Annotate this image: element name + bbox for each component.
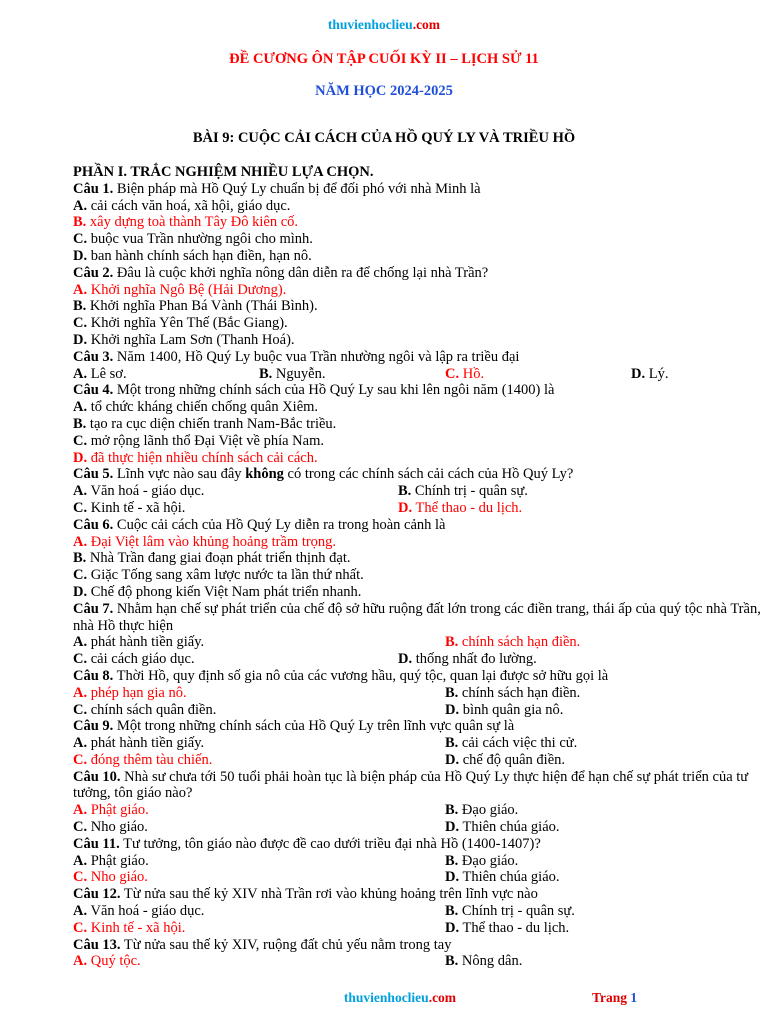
option-12c-correct: C. Kinh tế - xã hội. bbox=[73, 919, 186, 936]
option-10d: D. Thiên chúa giáo. bbox=[445, 819, 560, 836]
question-text: Đâu là cuộc khởi nghĩa nông dân diễn ra để chống lại nhà Trần? bbox=[113, 264, 489, 281]
option-6b: B. Nhà Trần đang giai đoạn phát triển thịnh đạt. bbox=[73, 550, 351, 567]
option-6c: C. Giặc Tống sang xâm lược nước ta lần thứ nhất. bbox=[73, 567, 364, 584]
school-year: NĂM HỌC 2024-2025 bbox=[315, 83, 453, 99]
option-3d: D. Lý. bbox=[631, 365, 669, 382]
option-6d: D. Chế độ phong kiến Việt Nam phát triển nhanh. bbox=[73, 583, 362, 600]
option-3b: B. Nguyễn. bbox=[259, 365, 326, 382]
site-header bbox=[0, 17, 768, 33]
question-9 bbox=[73, 718, 763, 735]
footer-site-tld: .com bbox=[428, 990, 457, 1005]
option-3c-correct: C. Hồ. bbox=[445, 365, 485, 382]
option-9d: D. chế độ quân điền. bbox=[445, 751, 566, 768]
question-4 bbox=[73, 382, 763, 399]
options-row-8ab bbox=[73, 685, 763, 702]
option-2b: B. Khởi nghĩa Phan Bá Vành (Thái Bình). bbox=[73, 298, 318, 315]
option-9b: B. cải cách việc thi cử. bbox=[445, 735, 578, 752]
options-row-11cd bbox=[73, 869, 763, 886]
option-1a: A. cải cách văn hoá, xã hội, giáo dục. bbox=[73, 197, 291, 214]
footer-site-name: thuvienhoclieu bbox=[343, 990, 429, 1005]
option-13b: B. Nông dân. bbox=[445, 953, 523, 970]
question-text: Cuộc cải cách của Hồ Quý Ly diễn ra trong hoàn cảnh là bbox=[113, 516, 446, 533]
question-list bbox=[73, 164, 763, 970]
question-text: Năm 1400, Hồ Quý Ly buộc vua Trần nhường ngôi và lập ra triều đại bbox=[113, 348, 520, 365]
question-1 bbox=[73, 181, 763, 198]
question-text: Tư tưởng, tôn giáo nào được đề cao dưới triều đại nhà Hồ (1400-1407)? bbox=[119, 835, 541, 852]
question-text: Một trong những chính sách của Hồ Quý Ly trên lĩnh vực quân sự là bbox=[113, 718, 515, 735]
options-row-3 bbox=[73, 366, 763, 383]
question-text: Nhằm hạn chế sự phát triển của chế độ sở hữu ruộng đất lớn trong các điền trang, thái ấp của quý tộc nhà Trần, nhà Hồ thực hiện bbox=[73, 600, 761, 634]
option-11d: D. Thiên chúa giáo. bbox=[445, 869, 560, 886]
site-name: thuvienhoclieu bbox=[327, 17, 413, 32]
option-7a: A. phát hành tiền giấy. bbox=[73, 634, 205, 651]
options-row-13ab bbox=[73, 953, 763, 970]
option-2d: D. Khởi nghĩa Lam Sơn (Thanh Hoá). bbox=[73, 331, 295, 348]
options-row-5ab bbox=[73, 483, 763, 500]
footer-site bbox=[0, 990, 768, 1006]
page-label: Trang bbox=[592, 990, 631, 1005]
question-text: Từ nửa sau thế kỷ XIV nhà Trần rơi vào khủng hoảng trên lĩnh vực nào bbox=[120, 886, 538, 903]
question-number: Câu 8. bbox=[73, 667, 114, 684]
options-row-9cd bbox=[73, 752, 763, 769]
option-3a: A. Lê sơ. bbox=[73, 365, 127, 382]
option-5c: C. Kinh tế - xã hội. bbox=[73, 499, 186, 516]
option-5d-correct: D. Thể thao - du lịch. bbox=[398, 499, 523, 516]
option-10c: C. Nho giáo. bbox=[73, 819, 148, 836]
option-2a-correct: A. Khởi nghĩa Ngô Bệ (Hải Dương). bbox=[73, 281, 287, 298]
page-number-value: 1 bbox=[630, 990, 638, 1005]
option-8a-correct: A. phép hạn gia nô. bbox=[73, 684, 187, 701]
option-4d-correct: D. đã thực hiện nhiều chính sách cải cách. bbox=[73, 449, 318, 466]
question-number: Câu 5. bbox=[73, 466, 114, 483]
options-row-7cd bbox=[73, 651, 763, 668]
question-number: Câu 13. bbox=[73, 936, 121, 953]
question-text: Thời Hồ, quy định số gia nô của các vương hầu, quý tộc, quan lại được sở hữu gọi là bbox=[113, 667, 609, 684]
option-2c: C. Khởi nghĩa Yên Thế (Bắc Giang). bbox=[73, 315, 288, 332]
question-text: Một trong những chính sách của Hồ Quý Ly sau khi lên ngôi năm (1400) là bbox=[113, 382, 555, 399]
option-4b: B. tạo ra cục diện chiến tranh Nam-Bắc triều. bbox=[73, 415, 337, 432]
option-1d: D. ban hành chính sách hạn điền, hạn nô. bbox=[73, 247, 312, 264]
emphasis-khong: không bbox=[245, 466, 284, 483]
option-7b-correct: B. chính sách hạn điền. bbox=[445, 634, 581, 651]
option-1b-correct: B. xây dựng toà thành Tây Đô kiên cố. bbox=[73, 214, 299, 231]
option-10a-correct: A. Phật giáo. bbox=[73, 802, 149, 819]
options-row-8cd bbox=[73, 702, 763, 719]
question-2 bbox=[73, 265, 763, 282]
question-5: Câu 5. Lĩnh vực nào sau đây không có trong các chính sách cải cách của Hồ Quý Ly? bbox=[73, 466, 574, 483]
question-number: Câu 9. bbox=[73, 718, 114, 735]
options-row-10ab bbox=[73, 802, 763, 819]
option-11c-correct: C. Nho giáo. bbox=[73, 869, 148, 886]
option-6a-correct: A. Đại Việt lâm vào khủng hoảng trầm trọng. bbox=[73, 533, 337, 550]
question-number: Câu 1. bbox=[73, 180, 114, 197]
lesson-title: BÀI 9: CUỘC CẢI CÁCH CỦA HỒ QUÝ LY VÀ TRIỀU HỒ bbox=[192, 130, 576, 146]
options-row-5cd bbox=[73, 500, 763, 517]
question-10 bbox=[73, 769, 763, 803]
option-5b: B. Chính trị - quân sự. bbox=[398, 483, 528, 500]
option-1c: C. buộc vua Trần nhường ngôi cho mình. bbox=[73, 231, 313, 248]
options-row-12ab bbox=[73, 903, 763, 920]
option-8c: C. chính sách quân điền. bbox=[73, 701, 217, 718]
option-4c: C. mở rộng lãnh thổ Đại Việt về phía Nam. bbox=[73, 432, 324, 449]
site-tld: .com bbox=[412, 17, 441, 32]
option-12b: B. Chính trị - quân sự. bbox=[445, 903, 575, 920]
question-8 bbox=[73, 668, 763, 685]
question-3 bbox=[73, 349, 763, 366]
option-11a: A. Phật giáo. bbox=[73, 852, 149, 869]
page-number bbox=[592, 990, 637, 1006]
question-number: Câu 11. bbox=[73, 835, 120, 852]
question-6 bbox=[73, 517, 763, 534]
question-11 bbox=[73, 836, 763, 853]
question-number: Câu 4. bbox=[73, 382, 114, 399]
options-row-10cd bbox=[73, 819, 763, 836]
option-5a: A. Văn hoá - giáo dục. bbox=[73, 483, 205, 500]
part-title: PHẦN I. TRẮC NGHIỆM NHIỀU LỰA CHỌN. bbox=[73, 164, 374, 180]
option-8d: D. bình quân gia nô. bbox=[445, 701, 564, 718]
option-9a: A. phát hành tiền giấy. bbox=[73, 735, 205, 752]
question-number: Câu 3. bbox=[73, 348, 114, 365]
document-title: ĐỀ CƯƠNG ÔN TẬP CUỐI KỲ II – LỊCH SỬ 11 bbox=[229, 51, 539, 67]
option-7d: D. thống nhất đo lường. bbox=[398, 651, 537, 668]
options-row-9ab bbox=[73, 735, 763, 752]
question-number: Câu 2. bbox=[73, 264, 114, 281]
option-7c: C. cải cách giáo dục. bbox=[73, 651, 195, 668]
option-8b: B. chính sách hạn điền. bbox=[445, 684, 581, 701]
options-row-7ab bbox=[73, 634, 763, 651]
options-row-11ab bbox=[73, 853, 763, 870]
option-12d: D. Thể thao - du lịch. bbox=[445, 919, 570, 936]
option-4a: A. tổ chức kháng chiến chống quân Xiêm. bbox=[73, 399, 319, 416]
question-text: Biện pháp mà Hồ Quý Ly chuẩn bị để đối phó với nhà Minh là bbox=[113, 180, 481, 197]
option-13a-correct: A. Quý tộc. bbox=[73, 953, 141, 970]
question-text: Từ nửa sau thế kỷ XIV, ruộng đất chủ yếu nằm trong tay bbox=[120, 936, 452, 953]
question-number: Câu 10. bbox=[73, 768, 121, 785]
question-12 bbox=[73, 886, 763, 903]
option-10b: B. Đạo giáo. bbox=[445, 802, 519, 819]
question-number: Câu 7. bbox=[73, 600, 114, 617]
question-13 bbox=[73, 937, 763, 954]
question-number: Câu 6. bbox=[73, 516, 114, 533]
question-7 bbox=[73, 601, 763, 635]
option-9c-correct: C. đóng thêm tàu chiến. bbox=[73, 751, 213, 768]
question-number: Câu 12. bbox=[73, 886, 121, 903]
option-11b: B. Đạo giáo. bbox=[445, 852, 519, 869]
options-row-12cd bbox=[73, 920, 763, 937]
option-12a: A. Văn hoá - giáo dục. bbox=[73, 903, 205, 920]
page-footer bbox=[0, 990, 768, 1008]
question-text: Nhà sư chưa tới 50 tuổi phải hoàn tục là biện pháp của Hồ Quý Ly thực hiện để hạn chế sự phát triển của tư tưởng, tôn giáo nào? bbox=[73, 768, 749, 802]
